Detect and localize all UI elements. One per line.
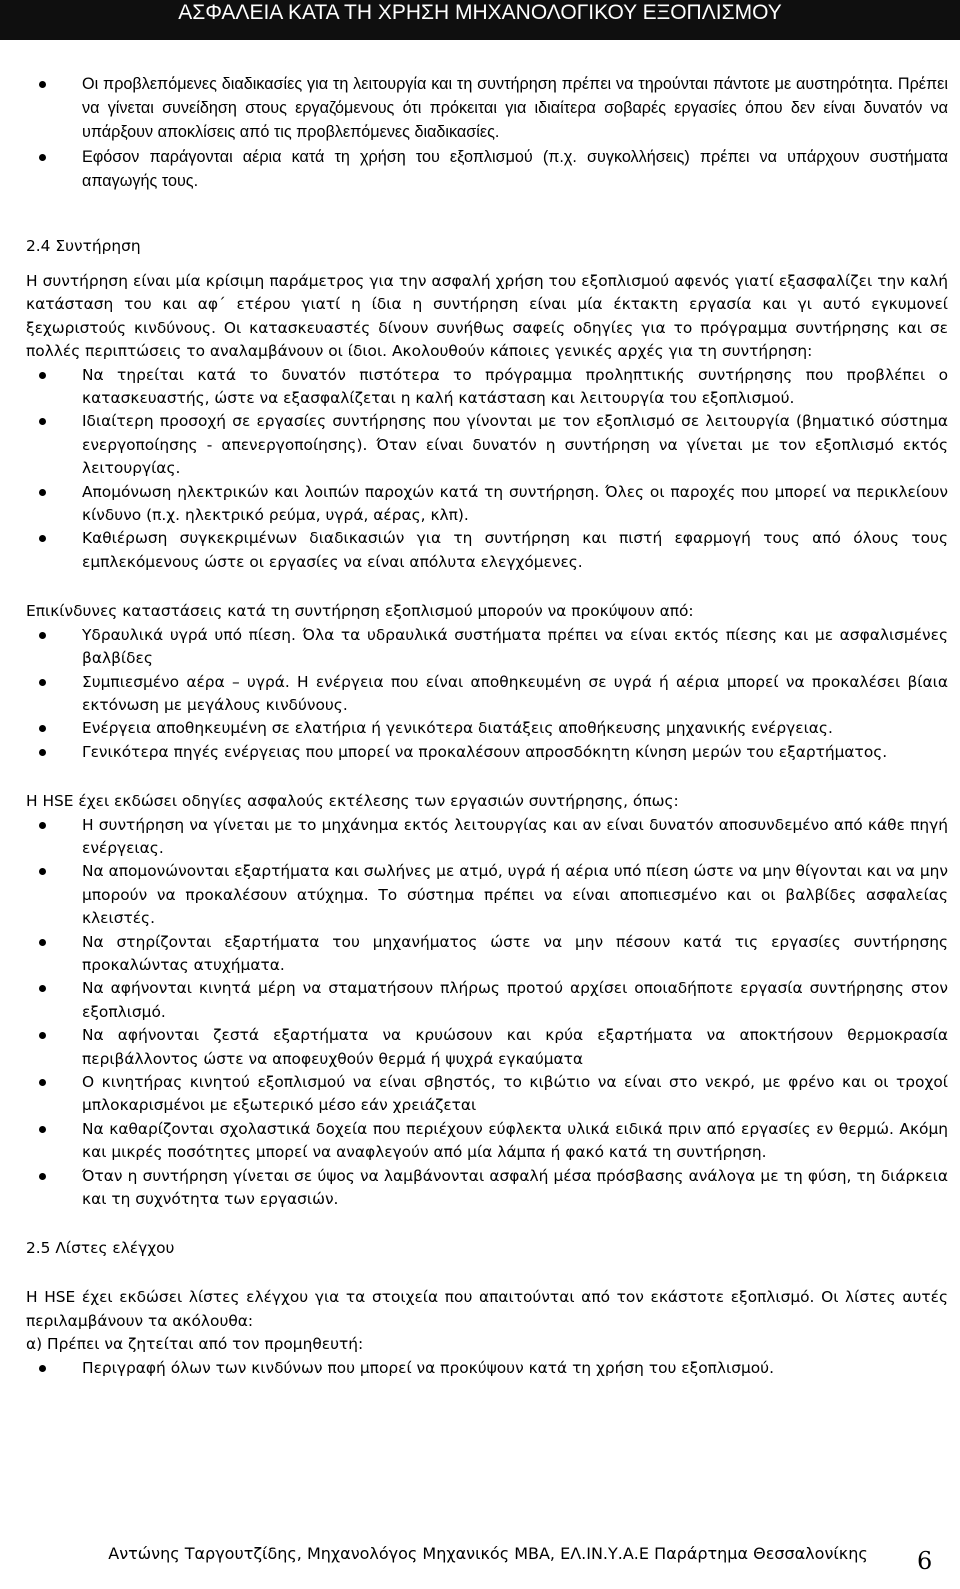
section-heading-checklists: 2.5 Λίστες ελέγχου xyxy=(26,1239,175,1258)
list-item: Να αφήνονται ζεστά εξαρτήματα να κρυώσουν και κρύα εξαρτήματα να αποκτήσουν θερμοκρασία περιβάλλοντος ώστε να αποφευχθούν θερμά ή ψυχρά εγκαύματα xyxy=(26,1024,948,1071)
list-item: Υδραυλικά υγρά υπό πίεση. Όλα τα υδραυλικά συστήματα πρέπει να είναι εκτός πίεσης και με ασφαλισμένες βαλβίδες xyxy=(26,624,948,671)
header-title: ΑΣΦΑΛΕΙΑ ΚΑΤΑ ΤΗ ΧΡΗΣΗ ΜΗΧΑΝΟΛΟΓΙΚΟΥ ΕΞΟΠΛΙΣΜΟΥ xyxy=(178,1,782,24)
list-item: Γενικότερα πηγές ενέργειας που μπορεί να προκαλέσουν απροσδόκητη κίνηση μερών του εξαρτήματος. xyxy=(26,741,948,764)
document-body xyxy=(26,72,948,1380)
list-item: Συμπιεσμένο αέρα – υγρά. Η ενέργεια που είναι αποθηκευμένη σε υγρά ή αέρια μπορεί να προκαλέσει βίαια εκτόνωση με μεγάλους κινδύνους. xyxy=(26,671,948,718)
page-footer: Αντώνης Ταργουτζίδης, Μηχανολόγος Μηχανικός MBA, ΕΛ.ΙΝ.Υ.Α.Ε Παράρτημα Θεσσαλονίκης xyxy=(108,1544,868,1563)
maintenance-paragraph: Η συντήρηση είναι μία κρίσιμη παράμετρος για την ασφαλή χρήση του εξοπλισμού αφενός γιατί εξασφαλίζει την καλή κατάσταση του και αφ΄ ετέρου γιατί η ίδια η συντήρηση είναι μία έκτακτη εργασία και γι αυτό εγκυμονεί ξεχωριστούς κινδύνους. Οι κατασκευαστές δίνουν συνήθως σαφείς οδηγίες για το πρόγραμμα συντήρησης και σε πολλές περιπτώσεις το αναλαμβάνουν οι ίδιοι. Ακολουθούν κάποιες γενικές αρχές για τη συντήρηση: xyxy=(26,272,948,361)
maintenance-principles-list xyxy=(26,364,948,575)
hazards-list xyxy=(26,624,948,764)
list-item: Περιγραφή όλων των κινδύνων που μπορεί να προκύψουν κατά τη χρήση του εξοπλισμού. xyxy=(26,1357,948,1380)
hazards-intro: Επικίνδυνες καταστάσεις κατά τη συντήρηση εξοπλισμού μπορούν να προκύψουν από: xyxy=(26,602,694,621)
checklists-list xyxy=(26,1357,948,1380)
list-item: Οι προβλεπόμενες διαδικασίες για τη λειτουργία και τη συντήρηση πρέπει να τηρούνται πάντοτε με αυστηρότητα. Πρέπει να γίνεται συνείδηση στους εργαζόμενους ότι πρόκειται για ιδιαίτερα σοβαρές εργασίες όπου δεν είναι δυνατόν να υπάρξουν αποκλίσεις από τις προβλεπόμενες διαδικασίες. xyxy=(26,72,948,145)
list-item: Η συντήρηση να γίνεται με το μηχάνημα εκτός λειτουργίας και αν είναι δυνατόν αποσυνδεμένο από κάθε πηγή ενέργειας. xyxy=(26,814,948,861)
document-header xyxy=(0,0,960,40)
page-number: 6 xyxy=(917,1547,933,1575)
list-item: Να καθαρίζονται σχολαστικά δοχεία που περιέχουν εύφλεκτα υλικά ειδικά πριν από εργασίες εν θερμώ. Ακόμη και μικρές ποσότητες μπορεί να αναφλεγούν από μία λάμπα ή φακό κατά τη συντήρηση. xyxy=(26,1118,948,1165)
list-item: Να αφήνονται κινητά μέρη να σταματήσουν πλήρως προτού αρχίσει οποιαδήποτε εργασία συντήρησης στον εξοπλισμό. xyxy=(26,977,948,1024)
list-item: Όταν η συντήρηση γίνεται σε ύψος να λαμβάνονται ασφαλή μέσα πρόσβασης ανάλογα με τη φύση, τη διάρκεια και τη συχνότητα των εργασιών. xyxy=(26,1165,948,1212)
list-item: Ο κινητήρας κινητού εξοπλισμού να είναι σβηστός, το κιβώτιο να είναι στο νεκρό, με φρένο και οι τροχοί μπλοκαρισμένοι με εξωτερικό μέσο εάν χρειάζεται xyxy=(26,1071,948,1118)
checklists-paragraph: Η HSE έχει εκδώσει λίστες ελέγχου για τα στοιχεία που απαιτούνται από τον εκάστοτε εξοπλισμό. Οι λίστες αυτές περιλαμβάνουν τα ακόλουθα: xyxy=(26,1288,948,1330)
list-item: Εφόσον παράγονται αέρια κατά τη χρήση του εξοπλισμού (π.χ. συγκολλήσεις) πρέπει να υπάρχουν συστήματα απαγωγής τους. xyxy=(26,145,948,193)
list-item: Ιδιαίτερη προσοχή σε εργασίες συντήρησης που γίνονται με τον εξοπλισμό σε λειτουργία (βηματικό σύστημα ενεργοποίησης - απενεργοποίησης). Όταν είναι δυνατόν η συντήρηση να γίνεται με τον εξοπλισμό εκτός λειτουργίας. xyxy=(26,410,948,480)
list-item: Απομόνωση ηλεκτρικών και λοιπών παροχών κατά τη συντήρηση. Όλες οι παροχές που μπορεί να περικλείουν κίνδυνο (π.χ. ηλεκτρικό ρεύμα, υγρά, αέρας, κλπ). xyxy=(26,481,948,528)
list-item: Να στηρίζονται εξαρτήματα του μηχανήματος ώστε να μην πέσουν κατά τις εργασίες συντήρησης προκαλώντας ατυχήματα. xyxy=(26,931,948,978)
list-item: Ενέργεια αποθηκευμένη σε ελατήρια ή γενικότερα διατάξεις αποθήκευσης μηχανικής ενέργειας. xyxy=(26,717,948,740)
list-item: Να τηρείται κατά το δυνατόν πιστότερα το πρόγραμμα προληπτικής συντήρησης που προβλέπει ο κατασκευαστής, ώστε να εξασφαλίζεται η καλή κατάσταση και λειτουργία του εξοπλισμού. xyxy=(26,364,948,411)
hse-guidelines-list xyxy=(26,814,948,1212)
checklists-sub-a: α) Πρέπει να ζητείται από τον προμηθευτή: xyxy=(26,1335,364,1354)
hse-guidelines-intro: Η HSE έχει εκδώσει οδηγίες ασφαλούς εκτέλεσης των εργασιών συντήρησης, όπως: xyxy=(26,792,679,811)
list-item: Καθιέρωση συγκεκριμένων διαδικασιών για τη συντήρηση και πιστή εφαρμογή τους από όλους τους εμπλεκόμενους ώστε οι εργασίες να είναι απόλυτα ελεγχόμενες. xyxy=(26,527,948,574)
intro-bullet-list xyxy=(26,72,948,193)
list-item: Να απομονώνονται εξαρτήματα και σωλήνες με ατμό, υγρά ή αέρια υπό πίεση ώστε να μην θίγονται και να μην μπορούν να προκαλέσουν ατύχημα. Το σύστημα πρέπει να είναι αποπιεσμένο και οι βαλβίδες ασφαλείας κλειστές. xyxy=(26,860,948,930)
section-heading-maintenance: 2.4 Συντήρηση xyxy=(26,237,141,256)
